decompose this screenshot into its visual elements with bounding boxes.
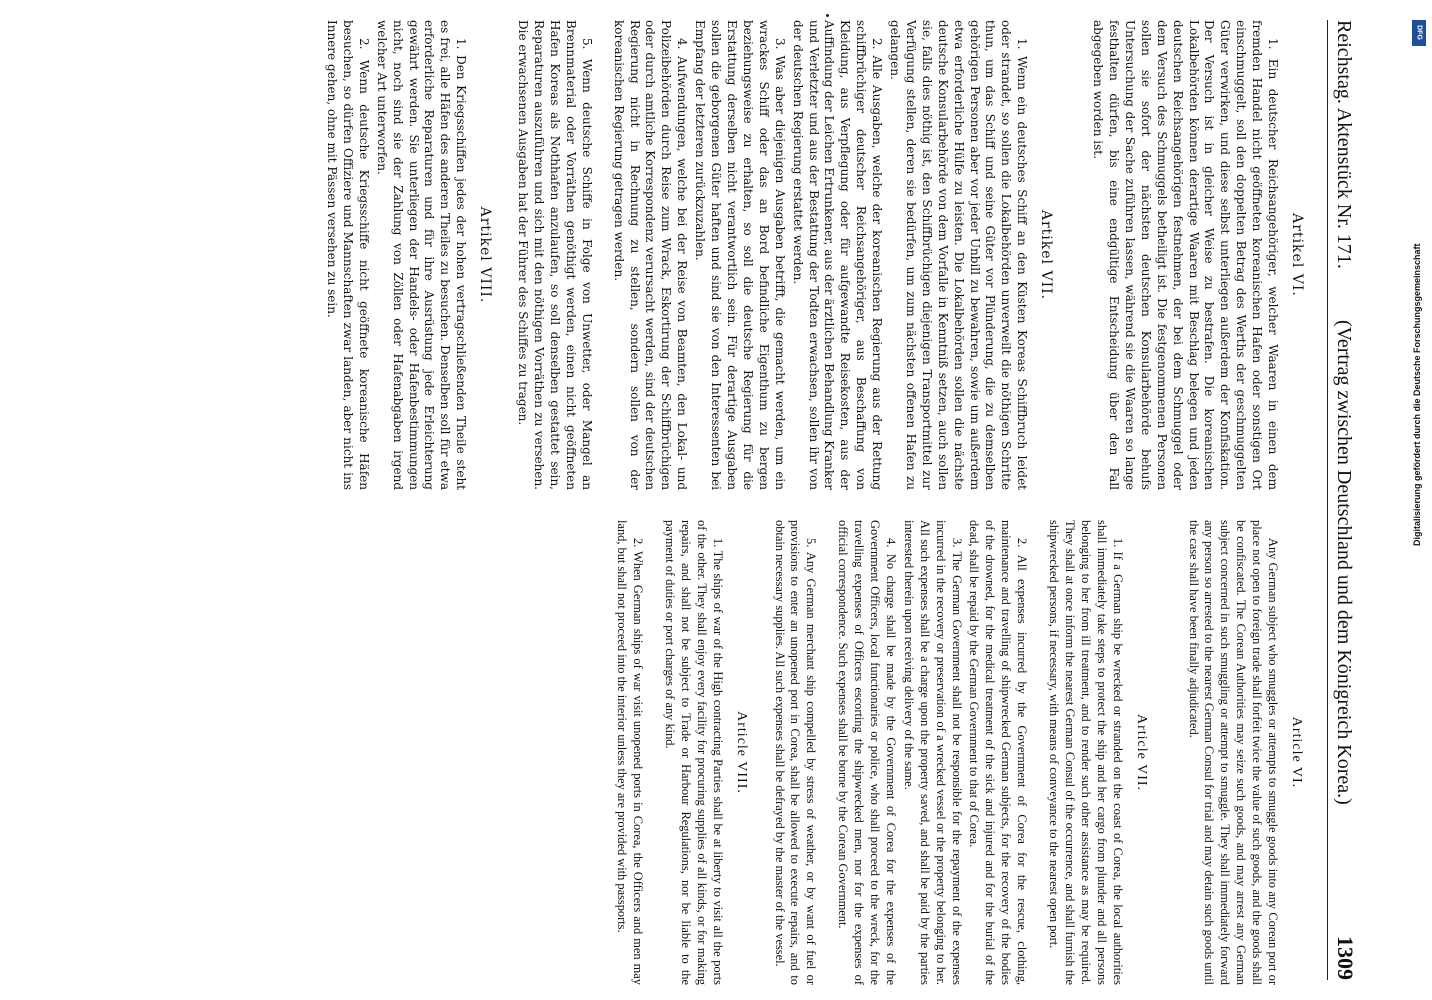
dfg-watermark-text: Digitalisierung gefördert durch die Deutsche Forschungsgemeinschaft bbox=[1412, 243, 1422, 546]
dfg-watermark bbox=[1412, 20, 1426, 580]
de-art7-p4: 4. Aufwendungen, welche bei der Reise von Beamten, den Lokal- und Polizeibehörden durch Reise zum Wrack, Eskortirung der Schiffbrüchigen oder durch amtliche Korrespondenz verursacht werden, sind der deutschen Regierung nicht in Rechnung zu stellen, sondern sollen von der koreanischen Regierung getragen werden. bbox=[611, 20, 690, 490]
de-art8-title: Artikel VIII. bbox=[477, 206, 494, 304]
de-art7-title: Artikel VII. bbox=[1038, 209, 1055, 301]
de-art8-p1: 1. Den Kriegsschiffen jedes der hohen vertragschließenden Theile steht es frei, alle Häfen des anderen Theiles zu besuchen. Denselben soll für etwa erforderliche Reparaturen und für ihre Ausrüstung jede Erleichterung gewährt werden. Sie unterliegen der Handels- oder Hafenbestimmungen nicht, noch sind sie der Zahlung von Zöllen oder Hafenabgaben irgend welcher Art unterworfen. bbox=[374, 20, 469, 490]
en-art8-p2: 2. When German ships of war visit unopened ports in Corea, the Officers and men may land, but shall not proceed into the interior unless they are provided with passports. bbox=[615, 520, 646, 985]
german-column bbox=[321, 20, 1310, 490]
dfg-logo-icon: DFG bbox=[1412, 20, 1426, 46]
english-column bbox=[611, 520, 1310, 985]
scan-speck bbox=[826, 14, 829, 17]
header-title: (Vertrag zwischen Deutschland und dem Königreich Korea.) bbox=[1333, 320, 1355, 805]
de-art7-p3: 3. Was aber diejenigen Ausgaben betrifft, die gemacht werden, um ein wrackes Schiff oder das an Bord befindliche Eigenthum zu bergen beziehungsweise zu erhalten, so soll die deutsche Regierung für die Erstattung derselben nicht verantwortlich sein. Für derartige Ausgaben sollen die geborgenen Güter haften und sind sie von den Interessenten bei Empfang der letzteren zurückzuzahlen. bbox=[693, 20, 787, 490]
en-art7-p4: 4. No charge shall be made by the Government of Corea for the expenses of the Government Officers, local functionaries or police, who shall proceed to the wreck, for the travelling expenses of Officers escorting the shipwrecked men, nor for the expenses of official correspondence. Such expenses shall be borne by the Corean Government. bbox=[836, 520, 898, 985]
en-art7-p5: 5. Any German merchant ship compelled by stress of weather, or by want of fuel or provisions to enter an unopened port in Corea, shall be allowed to execute repairs, and to obtain necessary supplies. All such expenses shall be defrayed by the master of the vessel. bbox=[772, 520, 819, 985]
de-art6-title: Artikel VI. bbox=[1289, 213, 1305, 297]
en-art7-p1: 1. If a German ship be wrecked or stranded on the coast of Corea, the local authorities shall immediately take steps to protect the ship and her cargo from plunder and all persons belonging to her from ill treatment, and to render such other assistance as may be required. They shall at once inform the nearest German Consul of the occurrence, and shall furnish the shipwrecked persons, if necessary, with means of conveyance to the nearest open port. bbox=[1047, 520, 1125, 985]
header-left: Reichstag. Aktenstück Nr. 171. bbox=[1333, 20, 1355, 269]
en-art8-p1: 1. The ships of war of the High contracting Parties shall be at liberty to visit all the ports of the other. They shall enjoy every facility for procuring supplies of all kinds, or for making repairs, and shall not be subject to Trade or Harbour Regulations, nor be liable to the payment of duties or port charges of any kind. bbox=[663, 520, 725, 985]
de-art8-p2: 2. Wenn deutsche Kriegsschiffe nicht geöffnete koreanische Häfen besuchen, so dürfen Offiziere und Mannschaften zwar landen, aber nicht ins Innere gehen, ohne mit Pässen versehen zu sein. bbox=[325, 20, 371, 490]
en-art7-p3: 3. The German Government shall not be responsible for the repayment of the expenses incurred in the recovery or preservation of a wrecked vessel or the property belonging to her. All such expenses shall be a charge upon the property saved, and shall be paid by the parties interested therein upon receiving delivery of the same. bbox=[901, 520, 964, 985]
en-art6-title: Article VI. bbox=[1289, 716, 1304, 789]
en-art7-p2: 2. All expenses incurred by the Government of Corea for the rescue, clothing, maintenance and travelling of shipwrecked German subjects, for the recovery of the bodies of the drowned, for the medical treatment of the sick and injured and for the burial of the dead, shall be repaid by the German Government to that of Corea. bbox=[967, 520, 1030, 985]
page-number: 1309 bbox=[1333, 936, 1358, 980]
en-art6-p1: Any German subject who smuggles or attempts to smuggle goods into any Corean port or place not open to foreign trade shall forfeit twice the value of such goods, and the goods shall be confiscated. The Corean Authorities may seize such goods, and may arrest any German subject concerned in such smuggling or attempt to smuggle. They shall immediately forward any person so arrested to the nearest German Consul for trial and may detain such goods until the case shall have been finally adjudicated. bbox=[1186, 520, 1281, 985]
de-art6-p1: 1. Ein deutscher Reichsangehöriger, welcher Waaren in einen dem fremden Handel nicht geöffneten koreanischen Hafen oder sonstigen Ort einschmuggelt, soll den doppelten Betrag des Werths der geschmuggelten Güter verwirken, und diese selbst unterliegen außerdem der Konfiskation. Der Versuch ist in gleicher Weise zu bestrafen. Die koreanischen Lokalbehörden können derartige Waaren mit Beschlag belegen und jeden deutschen Reichsangehörigen festnehmen, der bei dem Schmuggel oder dem Versuch des Schmuggels betheiligt ist. Die festgenommenen Personen sollen sie sofort der nächsten deutschen Konsularbehörde behufs Untersuchung der Sache zuführen lassen, während sie die Waaren so lange festhalten dürfen, bis eine endgültige Entscheidung über den Fall abgegeben worden ist. bbox=[1091, 20, 1281, 490]
de-art7-p1: 1. Wenn ein deutsches Schiff an den Küsten Koreas Schiffbruch leidet oder strandet, so sollen die Lokalbehörden unverweilt die nöthigen Schritte thun, um das Schiff und seine Güter vor Plünderung, die zu demselben gehörigen Personen aber vor jeder Unbill zu bewahren, sowie um außerdem etwa erforderliche Hülfe zu leisten. Die Lokalbehörden sollen die nächste deutsche Konsularbehörde von dem Vorfalle in Kenntniß setzen, auch sollen sie, falls dies nöthig ist, den Schiffbrüchigen diejenigen Transportmittel zur Verfügung stellen, deren sie bedürfen, um zum nächsten offenen Hafen zu gelangen. bbox=[888, 20, 1030, 490]
page-header bbox=[1327, 20, 1362, 980]
en-art8-title: Article VIII. bbox=[733, 711, 749, 794]
de-art7-p2: 2. Alle Ausgaben, welche der koreanischen Regierung aus der Rettung schiffbrüchiger deutscher Reichsangehöriger, aus Beschaffung von Kleidung, aus Verpflegung oder für aufgewandte Reisekosten, aus der Auffindung der Leichen Ertrunkener, aus der ärztlichen Behandlung Kranker und Verletzter und aus der Bestattung der Todten erwachsen, sollen ihr von der deutschen Regierung erstattet werden. bbox=[790, 20, 885, 490]
en-art7-title: Article VII. bbox=[1133, 713, 1149, 792]
de-art7-p5: 5. Wenn deutsche Schiffe in Folge von Unwetter, oder Mangel an Brennmaterial oder Vorräthen genöthigt werden, einen nicht geöffneten Hafen Koreas als Nothhafen anzulaufen, so soll denselben gestattet sein, Reparaturen auszuführen und sich mit den nöthigen Vorräthen zu versehen. Die erwachsenen Ausgaben hat der Führer des Schiffes zu tragen. bbox=[516, 20, 594, 490]
